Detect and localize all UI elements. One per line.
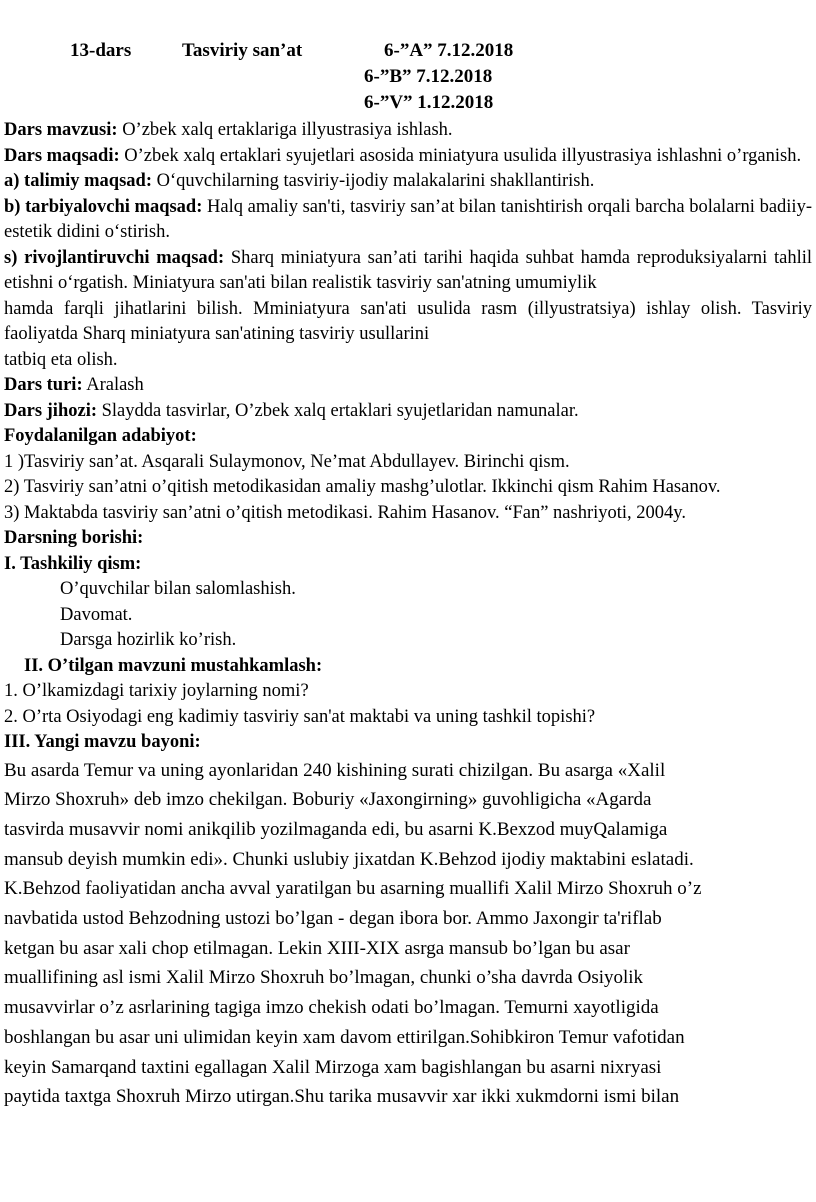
development-goal — [4, 246, 812, 297]
text-line: ketgan bu asar xali chop etilmagan. Lekin XIII-XIX asrga mansub bo’lgan bu asar — [4, 937, 630, 959]
text-line: keyin Samarqand taxtini egallagan Xalil Mirzoga xam bagishlangan bu asarni nixryasi — [4, 1056, 662, 1078]
field-text: Aralash — [82, 375, 144, 395]
list-item: O’quvchilar bilan salomlashish. — [60, 579, 296, 599]
field-text: O’zbek xalq ertaklari syujetlari asosida miniatyura usulida illyustrasiya ishlashni o’rganish. — [119, 145, 802, 166]
field-label: s) rivojlantiruvchi maqsad: — [4, 247, 225, 268]
text-line: K.Behzod faoliyatidan ancha avval yaratilgan bu asarning muallifi Xalil Mirzo Shoxruh o’z — [4, 878, 702, 900]
document-body — [0, 118, 816, 1112]
educational-goal — [4, 169, 812, 195]
text-line: musavvirlar o’z asrlarining tagiga imzo chekish odati bo’lmagan. Temurni xayotligida — [4, 997, 659, 1019]
question-item: 1. O’lkamizdagi tarixiy joylarning nomi? — [4, 681, 309, 701]
text-line: mansub deyish mumkin edi». Chunki uslubiy jixatdan K.Behzod ijodiy maktabini eslatadi. — [4, 848, 694, 870]
section-heading: II. O’tilgan mavzuni mustahkamlash: — [24, 655, 323, 676]
class-date-row: 6-”V” 1.12.2018 — [364, 92, 494, 113]
text-line: paytida taxtga Shoxruh Mirzo utirgan.Shu tarika musavvir xar ikki xukmdorni ismi bilan — [4, 1086, 680, 1108]
literature-heading: Foydalanilgan adabiyot: — [4, 426, 197, 446]
question-item: 2. O’rta Osiyodagi eng kadimiy tasviriy san'at maktabi va uning tashkil topishi? — [4, 706, 596, 727]
class-date-row: 6-”B” 7.12.2018 — [364, 66, 493, 87]
literature-item: 1 )Tasviriy san’at. Asqarali Sulaymonov, Ne’mat Abdullayev. Birinchi qism. — [4, 451, 570, 472]
literature-item: 3) Maktabda tasviriy san’atni o’qitish metodikasi. Rahim Hasanov. “Fan” nashriyoti, 2004y. — [4, 502, 686, 523]
text-line: navbatida ustod Behzodning ustozi bo’lgan - degan ibora bor. Ammo Jaxongir ta'riflab — [4, 908, 662, 930]
lesson-goal — [4, 144, 812, 170]
field-label: b) tarbiyalovchi maqsad: — [4, 196, 203, 217]
list-item: Davomat. — [60, 604, 133, 625]
field-text: Slaydda tasvirlar, O’zbek xalq ertaklari syujetlaridan namunalar. — [97, 400, 579, 421]
lesson-equipment — [4, 399, 812, 425]
text-line: boshlangan bu asar uni ulimidan keyin xam davom ettirilgan.Sohibkiron Temur vafotidan — [4, 1026, 685, 1048]
field-label: Dars maqsadi: — [4, 145, 120, 166]
lesson-topic — [4, 118, 812, 144]
development-goal-continued: tatbiq eta olish. — [4, 349, 118, 370]
section-heading: I. Tashkiliy qism: — [4, 553, 142, 574]
document-header — [0, 40, 816, 118]
literature-item: 2) Tasviriy san’atni o’qitish metodikasidan amaliy mashg’ulotlar. Ikkinchi qism Rahim Hasanov. — [4, 477, 721, 497]
text-line: Mirzo Shoxruh» deb imzo chekilgan. Boburiy «Jaxongirning» guvohligicha «Agarda — [4, 789, 652, 811]
lesson-type — [4, 373, 812, 399]
new-topic-text — [4, 756, 812, 1112]
field-text: O‘quvchilarning tasviriy-ijodiy malakalarini shakllantirish. — [152, 171, 595, 191]
field-text: Sharq miniatyura san’ati tarihi haqida suhbat hamda reproduksiyalarni tahlil etishni o‘rgatish. Miniatyura san'ati bilan realistik tasviriy san'atning umumiylik — [4, 247, 812, 293]
subject-title: Tasviriy san’at — [182, 40, 303, 61]
progress-heading: Darsning borishi: — [4, 528, 144, 548]
upbringing-goal — [4, 195, 812, 246]
text-line: tasvirda musavvir nomi anikqilib yozilmaganda edi, bu asarni K.Bexzod muyQalamiga — [4, 818, 668, 840]
lesson-number: 13-dars — [70, 40, 132, 61]
field-label: Dars jihozi: — [4, 400, 97, 421]
field-label: Dars turi: — [4, 375, 83, 395]
document-page — [0, 40, 816, 1112]
field-text: Halq amaliy san'ti, tasviriy san’at bilan tanishtirish orqali barcha bolalarni badiiy-estetik didini o‘stirish. — [4, 196, 812, 242]
development-goal-continued: hamda farqli jihatlarini bilish. Mminiatyura san'ati usulida rasm (illyustratsiya) ishlay olish. Tasviriy faoliyatda Sharq miniatyura san'atining tasviriy usullarini — [4, 298, 812, 344]
text-line: Bu asarda Temur va uning ayonlaridan 240 kishining surati chizilgan. Bu asarga «Xalil — [4, 759, 666, 781]
section-heading: III. Yangi mavzu bayoni: — [4, 732, 201, 752]
field-text: O’zbek xalq ertaklariga illyustrasiya ishlash. — [117, 120, 453, 140]
list-item: Darsga hozirlik ko’rish. — [60, 630, 237, 650]
text-line: muallifining asl ismi Xalil Mirzo Shoxruh bo’lmagan, chunki o’sha davrda Osiyolik — [4, 967, 644, 989]
field-label: a) talimiy maqsad: — [4, 171, 152, 191]
field-label: Dars mavzusi: — [4, 120, 118, 140]
class-date-row: 6-”A” 7.12.2018 — [384, 40, 514, 61]
